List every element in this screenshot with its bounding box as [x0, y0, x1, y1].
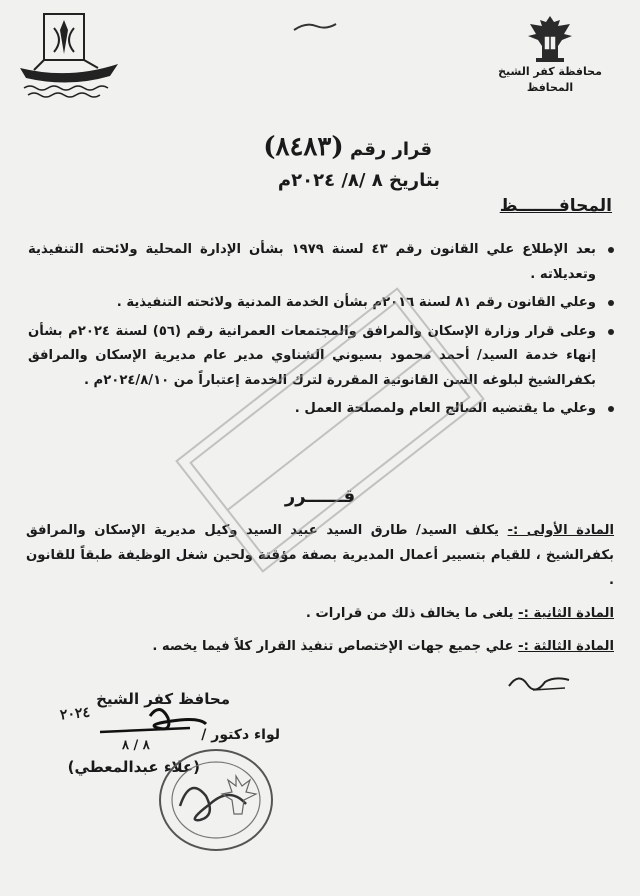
- article-item: [26, 518, 614, 593]
- bullet-icon: [608, 247, 614, 253]
- clause-item: [28, 397, 614, 422]
- decree-date-value: ٨ /٨/ ٢٠٢٤م: [277, 170, 383, 191]
- governorate-name: محافظة كفر الشيخ: [498, 65, 602, 78]
- decree-date-label: بتاريخ: [389, 170, 440, 191]
- decree-number: [263, 132, 432, 162]
- pen-stroke-mark: [292, 20, 338, 34]
- article-text: يكلف السيد/ طارق السيد عبيد السيد وكيل مديرية الإسكان والمرافق بكفرالشيخ ، للقيام بتسيير أعمال المديرية بصفة مؤقتة ولحين شغل الوظيفة طبقاً للقانون .: [26, 523, 614, 588]
- article-text: يلغى ما يخالف ذلك من قرارات .: [305, 606, 519, 621]
- governorate-logo: [14, 10, 124, 104]
- clause-item: [28, 238, 614, 287]
- signatory-rank: لواء دكتور /: [201, 727, 280, 743]
- signatory-name: (علاء عبدالمعطي): [67, 758, 200, 776]
- egypt-eagle-icon: [522, 12, 578, 64]
- governorate-header: [490, 12, 610, 96]
- clause-text: وعلي القانون رقم ٨١ لسنة ٢٠١٦م بشأن الخدمة المدنية ولائحته التنفيذية .: [116, 295, 596, 310]
- bullet-icon: [608, 300, 614, 306]
- decree-articles: [26, 518, 614, 667]
- clause-text: وعلى قرار وزارة الإسكان والمرافق والمجتمعات العمرانية رقم (٥٦) لسنة ٢٠٢٤م بشأن إنهاء خدمة السيد/ أحمد محمود بسيوني الشناوي مدير عام مديرية الإسكان والمرافق بكفرالشيخ لبلوغه السن القانونية المقررة لترك الخدمة إعتباراً من ٢٠٢٤/٨/١٠م .: [28, 323, 596, 388]
- article-item: [26, 601, 614, 626]
- bullet-icon: [608, 329, 614, 335]
- clause-text: وعلي ما يقتضيه الصالح العام ولمصلحة العمل .: [294, 401, 596, 416]
- handwritten-day: ٨ / ٨: [122, 738, 150, 753]
- office-name: المحافظ: [526, 81, 574, 94]
- official-seal: [150, 746, 280, 856]
- bullet-icon: [608, 406, 614, 412]
- clause-text: بعد الإطلاع علي القانون رقم ٤٣ لسنة ١٩٧٩ بشأن الإدارة المحلية ولائحته التنفيذية وتعديلاته .: [28, 242, 597, 282]
- governor-heading: المحافـــــــظ: [499, 196, 612, 216]
- kafr-el-sheikh-logo-icon: [14, 10, 124, 100]
- article-title: المادة الأولى :-: [507, 523, 614, 538]
- article-title: المادة الثانية :-: [518, 606, 614, 621]
- decides-heading: قــــــرر: [284, 486, 356, 507]
- signatory-title: محافظ كفر الشيخ: [96, 690, 230, 708]
- article-title: المادة الثالثة :-: [518, 639, 614, 654]
- decree-number-value: (٨٤٨٣): [263, 132, 344, 162]
- article-text: علي جميع جهات الإختصاص تنفيذ القرار كلاً فيما يخصه .: [152, 639, 519, 654]
- clause-item: [28, 320, 614, 394]
- decree-date: [278, 170, 440, 191]
- article-item: [26, 634, 614, 659]
- decree-number-label: قرار رقم: [349, 139, 432, 160]
- preamble-clauses: [28, 238, 614, 426]
- clause-item: [28, 291, 614, 316]
- handwritten-year: ٢٠٢٤: [59, 704, 91, 724]
- initials-scrawl: [505, 668, 575, 694]
